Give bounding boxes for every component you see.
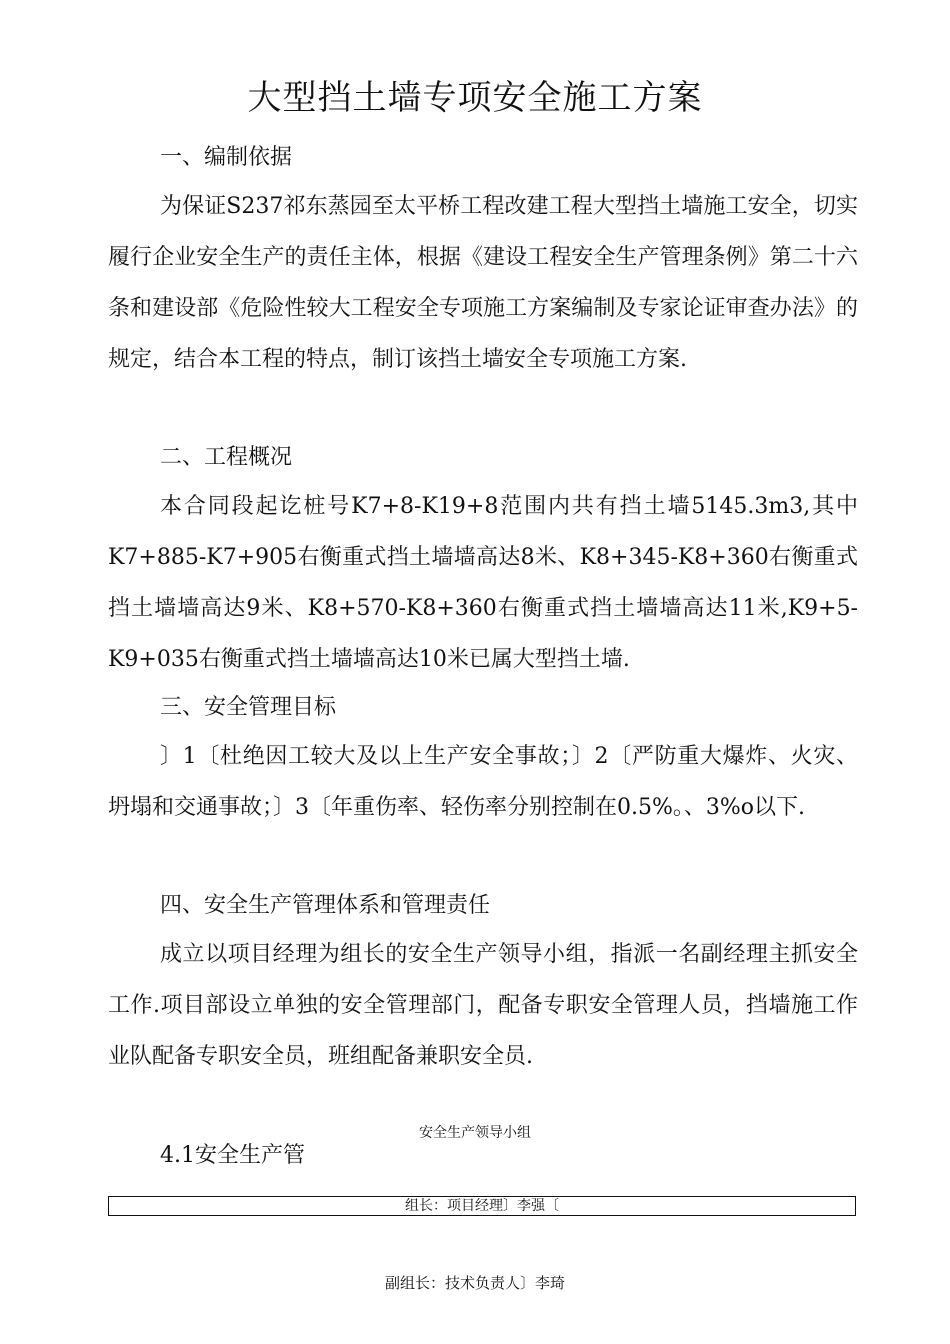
- subsection-heading: 4.1安全生产管: [160, 1143, 305, 1168]
- section-heading-goals: 三、安全管理目标: [160, 695, 337, 720]
- document-title: 大型挡土墙专项安全施工方案: [247, 78, 703, 118]
- deputy-leader-line: 副组长：技术负责人〕李琦: [384, 1274, 565, 1292]
- leader-box: 组长：项目经理〕李强〔: [108, 1196, 856, 1216]
- paragraph-basis: 为保证S237祁东蒸园至太平桥工程改建工程大型挡土墙施工安全，切实履行企业安全生产的责任主体，根据《建设工程安全生产管理条例》第二十六条和建设部《危险性较大工程安全专项施工方案编制及专家论证审查办法》的规定，结合本工程的特点，制订该挡土墙安全专项施工方案.: [108, 194, 858, 372]
- paragraph-goals: 〕1〔杜绝因工较大及以上生产安全事故；〕2〔严防重大爆炸、火灾、坍塌和交通事故；〕3〔年重伤率、轻伤率分别控制在0.5%。、3%o以下.: [108, 744, 858, 820]
- section-heading-basis: 一、编制依据: [160, 145, 293, 170]
- org-chart-caption: 安全生产领导小组: [419, 1125, 531, 1141]
- paragraph-management: 成立以项目经理为组长的安全生产领导小组，指派一名副经理主抓安全工作.项目部设立单独的安全管理部门，配备专职安全管理人员，挡墙施工作业队配备专职安全员，班组配备兼职安全员.: [108, 942, 858, 1069]
- section-heading-management: 四、安全生产管理体系和管理责任: [160, 893, 491, 918]
- paragraph-overview: 本合同段起讫桩号K7+8-K19+8范围内共有挡土墙5145.3m3,其中K7+885-K7+905右衡重式挡土墙墙高达8米、K8+345-K8+360右衡重式挡土墙墙高达9米、K8+570-K8+360右衡重式挡土墙墙高达11米,K9+5-K9+035右衡重式挡土墙墙高达10米已属大型挡土墙.: [108, 494, 858, 672]
- section-heading-overview: 二、工程概况: [160, 445, 293, 470]
